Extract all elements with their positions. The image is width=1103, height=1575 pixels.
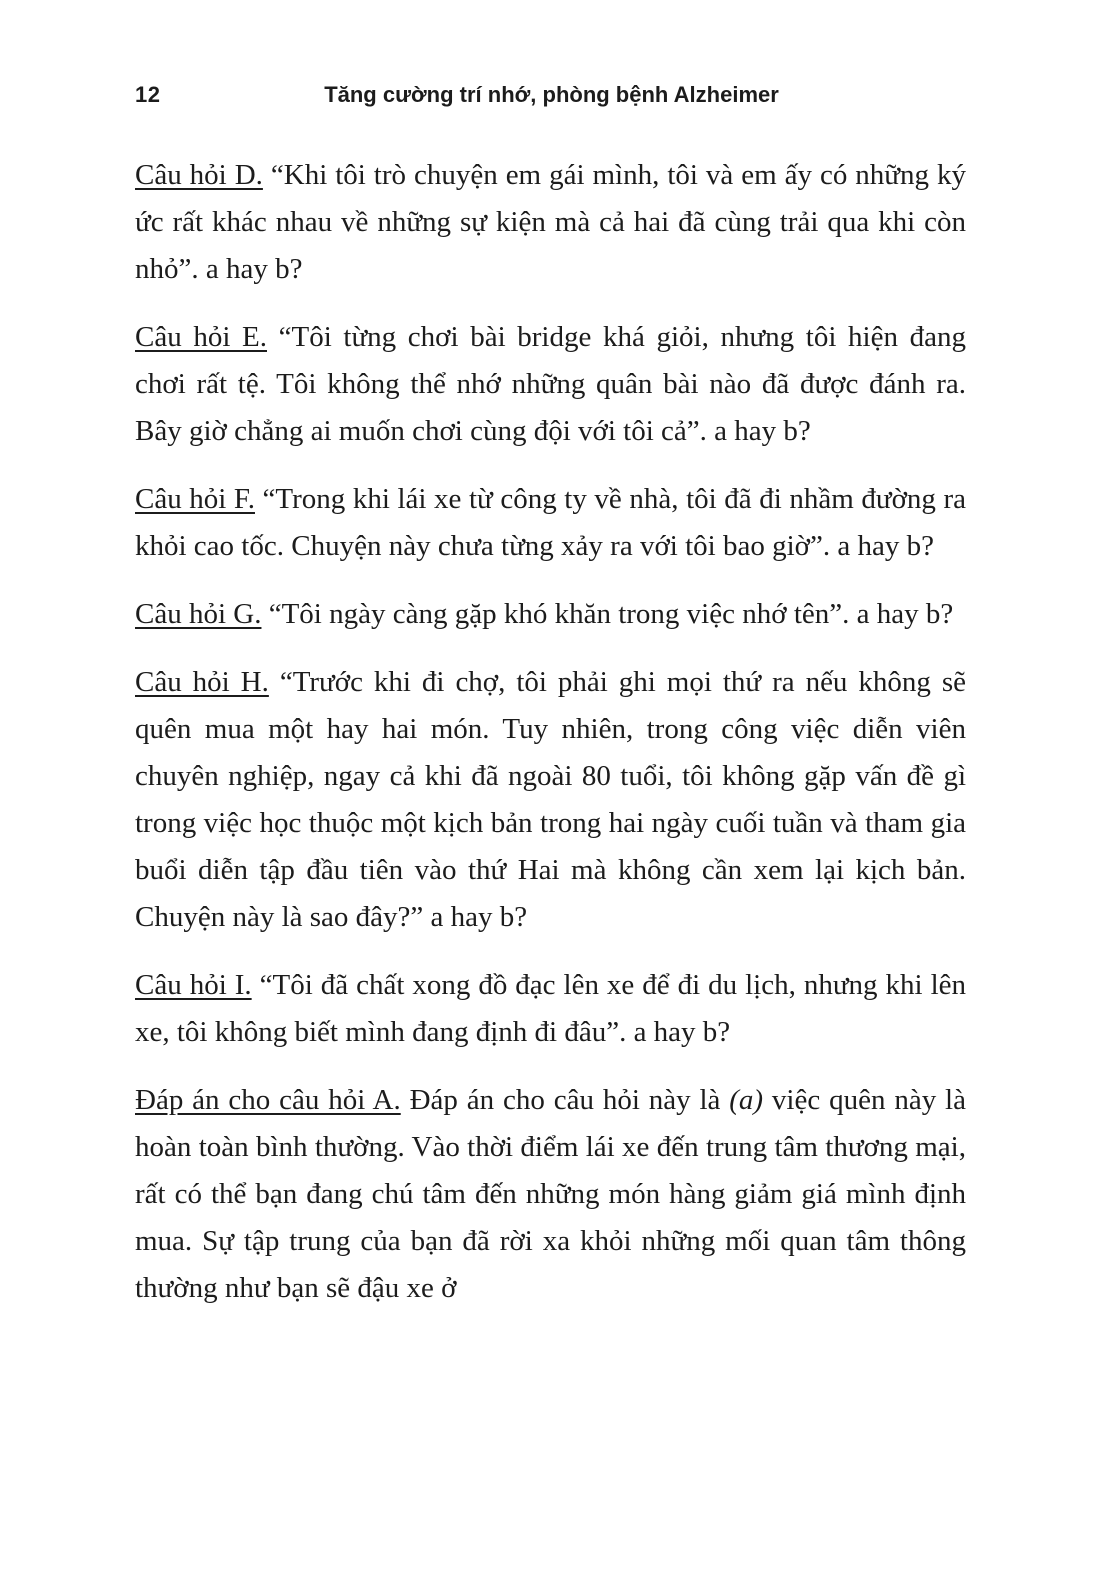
paragraph-text: Đáp án cho câu hỏi này là	[400, 1084, 730, 1116]
paragraph-text: “Trong khi lái xe từ công ty về nhà, tôi đã đi nhầm đường ra khỏi cao tốc. Chuyện này chưa từng xảy ra với tôi bao giờ”. a hay b?	[135, 483, 967, 562]
paragraph-text: “Tôi từng chơi bài bridge khá giỏi, nhưng tôi hiện đang chơi rất tệ. Tôi không thể nhớ những quân bài nào đã được đánh ra. Bây giờ chẳng ai muốn chơi cùng đội với tôi cả”. a hay b?	[135, 321, 966, 447]
running-header	[0, 82, 1103, 112]
paragraph-answer-a	[135, 1077, 966, 1312]
running-header-title: Tăng cường trí nhớ, phòng bệnh Alzheimer	[324, 82, 779, 107]
paragraph-text: “Tôi đã chất xong đồ đạc lên xe để đi du lịch, nhưng khi lên xe, tôi không biết mình đang định đi đâu”. a hay b?	[135, 969, 966, 1048]
paragraph-lead: Câu hỏi D.	[135, 159, 263, 191]
paragraph-question-e	[135, 314, 966, 455]
paragraph-question-h	[135, 659, 966, 941]
paragraph-lead: Đáp án cho câu hỏi A.	[135, 1084, 401, 1116]
paragraph-lead: Câu hỏi H.	[135, 666, 269, 698]
paragraph-question-d	[135, 152, 966, 293]
paragraph-text-after: việc quên này là hoàn toàn bình thường. Vào thời điểm lái xe đến trung tâm thương mại, rất có thể bạn đang chú tâm đến những món hàng giảm giá mình định mua. Sự tập trung của bạn đã rời xa khỏi những mối quan tâm thông thường như bạn sẽ đậu xe ở	[135, 1084, 966, 1304]
paragraph-lead: Câu hỏi G.	[135, 598, 262, 630]
paragraph-question-i	[135, 962, 966, 1056]
paragraph-italic: (a)	[729, 1084, 764, 1116]
paragraph-question-f	[135, 476, 966, 570]
paragraph-lead: Câu hỏi E.	[135, 321, 267, 353]
paragraph-lead: Câu hỏi F.	[135, 483, 255, 515]
page-number: 12	[135, 82, 161, 107]
paragraph-text: “Tôi ngày càng gặp khó khăn trong việc nhớ tên”. a hay b?	[261, 598, 954, 630]
paragraph-question-g	[135, 591, 966, 638]
paragraph-text: “Khi tôi trò chuyện em gái mình, tôi và em ấy có những ký ức rất khác nhau về những sự kiện mà cả hai đã cùng trải qua khi còn nhỏ”. a hay b?	[135, 159, 966, 285]
paragraph-text: “Trước khi đi chợ, tôi phải ghi mọi thứ ra nếu không sẽ quên mua một hay hai món. Tuy nhiên, trong công việc diễn viên chuyên nghiệp, ngay cả khi đã ngoài 80 tuổi, tôi không gặp vấn đề gì trong việc học thuộc một kịch bản trong hai ngày cuối tuần và tham gia buổi diễn tập đầu tiên vào thứ Hai mà không cần xem lại kịch bản. Chuyện này là sao đây?” a hay b?	[135, 666, 966, 933]
page-body	[135, 152, 966, 1333]
paragraph-lead: Câu hỏi I.	[135, 969, 252, 1001]
